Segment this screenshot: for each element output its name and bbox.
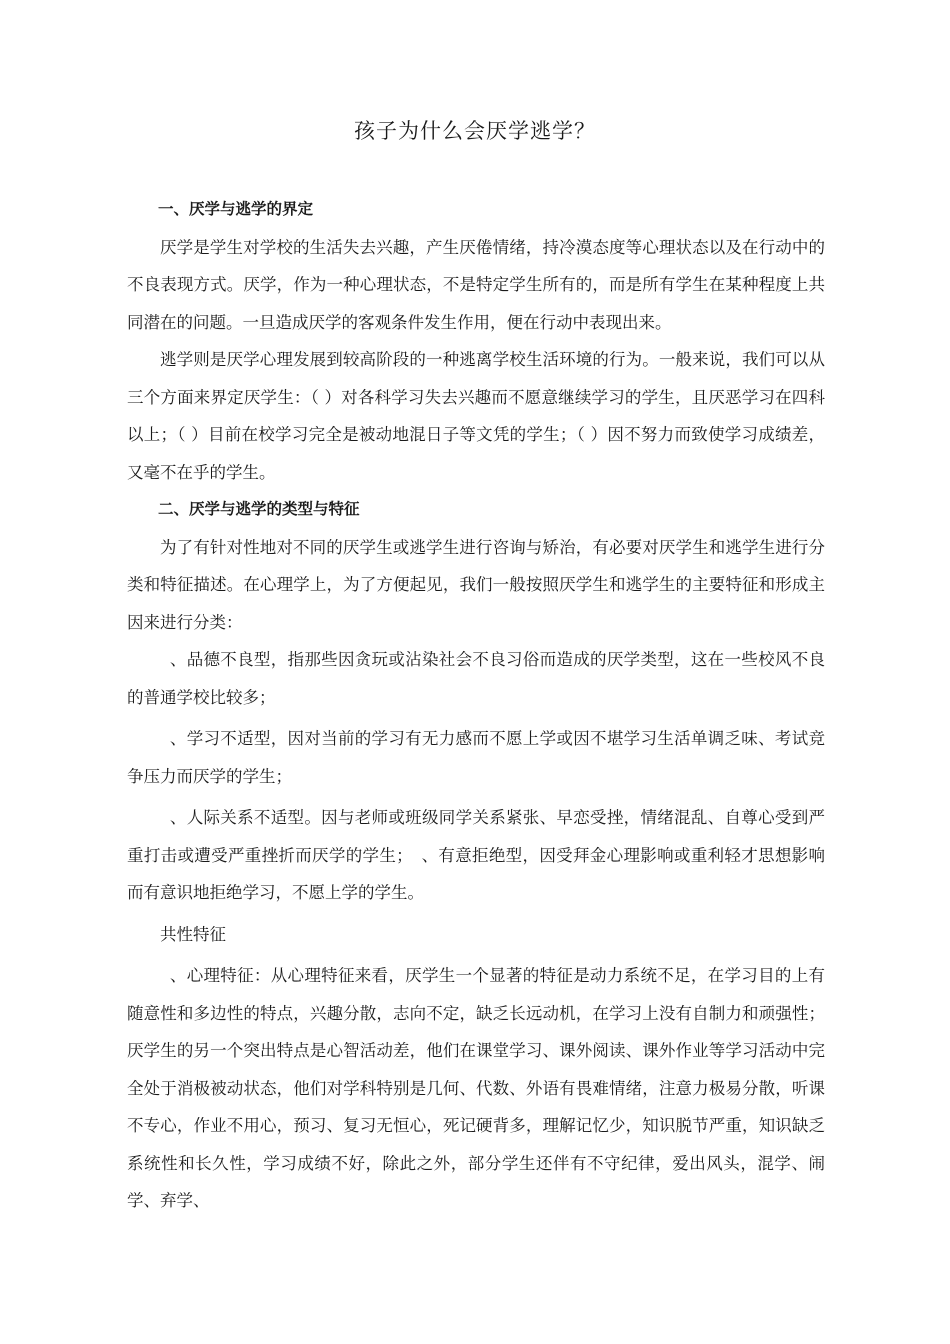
list-item-1: 、品德不良型，指那些因贪玩或沾染社会不良习俗而造成的厌学类型，这在一些校风不良的普通学校比较多； <box>127 650 825 707</box>
list-item-4: 、心理特征：从心理特征来看，厌学生一个显著的特征是动力系统不足，在学习目的上有随意性和多边性的特点，兴趣分散，志向不定，缺乏长远动机，在学习上没有自制力和顽强性；厌学生的另一个突出特点是心智活动差，他们在课堂学习、课外阅读、课外作业等学习活动中完全处于消极被动状态，他们对学科特别是几何、代数、外语有畏难情绪，注意力极易分散，听课不专心，作业不用心，预习、复习无恒心，死记硬背多，理解记忆少，知识脱节严重，知识缺乏系统性和长久性，学习成绩不好，除此之外，部分学生还伴有不守纪律，爱出风头，混学、闹学、弃学、 <box>127 966 825 1210</box>
section-heading-2: 二、厌学与逃学的类型与特征 <box>158 500 360 518</box>
list-item-3: 、人际关系不适型。因与老师或班级同学关系紧张、早恋受挫，情绪混乱、自尊心受到严重打击或遭受严重挫折而厌学的学生； 、有意拒绝型，因受拜金心理影响或重利轻才思想影响而有意识地拒绝学习，不愿上学的学生。 <box>127 808 825 902</box>
list-item-2: 、学习不适型，因对当前的学习有无力感而不愿上学或因不堪学习生活单调乏味、考试竞争压力而厌学的学生； <box>127 729 825 786</box>
document-title: 孩子为什么会厌学逃学？ <box>354 119 596 143</box>
document-body <box>127 191 825 1220</box>
paragraph-2: 逃学则是厌学心理发展到较高阶段的一种逃离学校生活环境的行为。一般来说，我们可以从三个方面来界定厌学生：（ ）对各科学习失去兴趣而不愿意继续学习的学生，且厌恶学习在四科以上；（ ）目前在校学习完全是被动地混日子等文凭的学生；（ ）因不努力而致使学习成绩差，又毫不在乎的学生。 <box>127 350 825 482</box>
subheading-common-features: 共性特征 <box>160 924 226 944</box>
paragraph-1: 厌学是学生对学校的生活失去兴趣，产生厌倦情绪，持冷漠态度等心理状态以及在行动中的不良表现方式。厌学，作为一种心理状态，不是特定学生所有的，而是所有学生在某种程度上共同潜在的问题。一旦造成厌学的客观条件发生作用，便在行动中表现出来。 <box>127 237 825 332</box>
section-heading-1: 一、厌学与逃学的界定 <box>158 200 314 218</box>
paragraph-3: 为了有针对性地对不同的厌学生或逃学生进行咨询与矫治，有必要对厌学生和逃学生进行分类和特征描述。在心理学上，为了方便起见，我们一般按照厌学生和逃学生的主要特征和形成主因来进行分类： <box>127 537 825 632</box>
